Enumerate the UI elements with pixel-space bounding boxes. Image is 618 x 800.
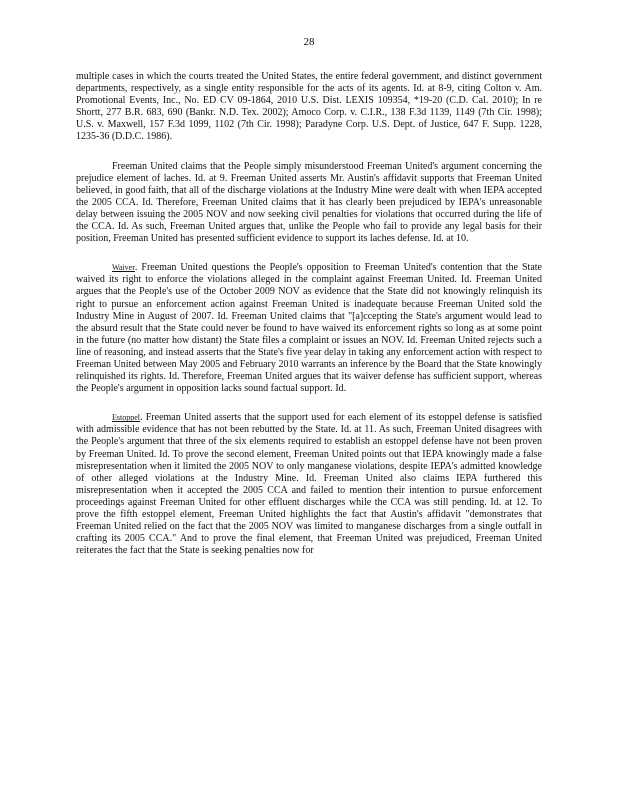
page-number: 28 bbox=[303, 36, 315, 48]
section-heading-estoppel: Estoppel bbox=[112, 413, 140, 423]
paragraph-estoppel bbox=[76, 412, 542, 557]
paragraph-citations bbox=[76, 71, 542, 144]
document-body bbox=[76, 71, 542, 574]
paragraph-laches bbox=[76, 161, 542, 246]
paragraph-text: . Freeman United asserts that the support used for each element of its estoppel defense is satisfied with admissible evidence that has not been rebutted by the State. Id. at 11. As such, Freeman United disagrees with the People's argument that three of the six elements required to establish an estoppel defense have not been proven by Freeman United. Id. To prove the second element, Freeman United points out that IEPA knowingly made a false misrepresentation when it limited the 2005 NOV to only manganese violations, despite IEPA's admitted knowledge of other alleged violations at the Industry Mine. Id. Freeman United also claims IEPA furthered this misrepresentation when it accepted the 2005 CCA and failed to mention their intention to pursue enforcement proceedings against Freeman United for other effluent discharges while the CCA was still pending. Id. at 12. To prove the fifth estoppel element, Freeman United highlights the fact that Austin's affidavit "demonstrates that Freeman United relied on the fact that the 2005 NOV was limited to manganese discharges from a single outfall in crafting its 2005 CCA." And to prove the final element, that Freeman United was prejudiced, Freeman United reiterates the fact that the State is seeking penalties now for bbox=[76, 412, 542, 557]
paragraph-text: Freeman United claims that the People simply misunderstood Freeman United's argument concerning the prejudice element of laches. Id. at 9. Freeman United asserts Mr. Austin's affidavit supports that Freeman United believed, in good faith, that all of the discharge violations at the Industry Mine were dealt with when IEPA accepted the 2005 CCA. Id. Therefore, Freeman United claims that it has clearly been prejudiced by IEPA's unreasonable delay between issuing the 2005 NOV and now seeking civil penalties for violations that occurred during the life of the CCA. Id. As such, Freeman United argues that, unlike the People who fail to provide any legal basis for their position, Freeman United has presented sufficient evidence to support its laches defense. Id. at 10. bbox=[76, 160, 542, 245]
paragraph-text: . Freeman United questions the People's opposition to Freeman United's contention that the State waived its right to enforce the violations alleged in the complaint against Freeman United. Id. Freeman United argues that the People's use of the October 2009 NOV as evidence that the State did not knowingly relinquish its right to pursue an enforcement action against Freeman United is inadequate because Freeman United sold the Industry Mine in August of 2007. Id. Freeman United claims that "[a]ccepting the State's argument would lead to the absurd result that the State could never be found to have waived its enforcement rights so long as at some point in the future (no matter how distant) the State files a complaint or issues an NOV. Id. Freeman United rejects such a line of reasoning, and instead asserts that the State's five year delay in taking any enforcement action with respect to Freeman United between May 2005 and February 2010 warrants an inference by the Board that the State knowingly relinquished its rights. Id. Therefore, Freeman United argues that its waiver defense has sufficient support, whereas the People's argument in opposition lacks sound factual support. Id. bbox=[76, 262, 542, 395]
paragraph-waiver bbox=[76, 262, 542, 395]
paragraph-text: multiple cases in which the courts treated the United States, the entire federal government, and distinct government departments, respectively, as a single entity responsible for the acts of its agents. Id. at 8-9, citing Colton v. Am. Promotional Events, Inc., No. ED CV 09-1864, 2010 U.S. Dist. LEXIS 109354, *19-20 (C.D. Cal. 2010); In re Shortt, 277 B.R. 683, 690 (Bankr. N.D. Tex. 2002); Amoco Corp. v. C.I.R., 138 F.3d 1139, 1149 (7th Cir. 1998); U.S. v. Maxwell, 157 F.3d 1099, 1102 (7th Cir. 1998); Paradyne Corp. U.S. Dept. of Justice, 647 F. Supp. 1228, 1235-36 (D.D.C. 1986). bbox=[76, 71, 542, 143]
section-heading-waiver: Waiver bbox=[112, 263, 135, 273]
